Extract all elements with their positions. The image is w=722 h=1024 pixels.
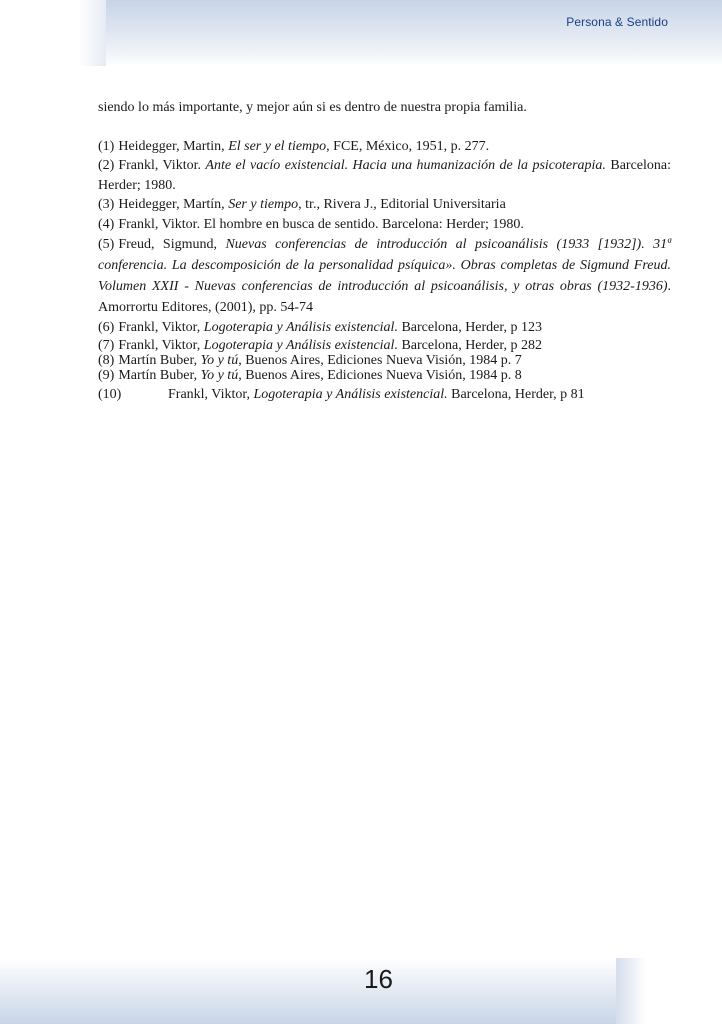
reference-details: Barcelona, Herder, p 123 bbox=[397, 320, 542, 335]
reference-number: (10) bbox=[98, 386, 122, 402]
reference-author: Frankl, Viktor, bbox=[118, 337, 204, 353]
reference-number: (5) bbox=[98, 237, 115, 252]
reference-author: Heidegger, Martin, bbox=[118, 138, 229, 154]
reference-text: Frankl, Viktor. El hombre en busca de sentido. Barcelona: Herder; 1980. bbox=[118, 216, 524, 232]
footer-band bbox=[0, 958, 616, 1024]
reference-7 bbox=[98, 338, 671, 353]
reference-author: Martín Buber, bbox=[118, 367, 201, 383]
reference-number: (4) bbox=[98, 216, 115, 232]
reference-author: Martín Buber, bbox=[118, 352, 201, 368]
reference-number: (1) bbox=[98, 138, 115, 154]
intro-paragraph: siendo lo más importante, y mejor aún si es dentro de nuestra propia familia. bbox=[98, 100, 527, 115]
reference-details: , Buenos Aires, Ediciones Nueva Visión, 1984 p. 7 bbox=[238, 352, 522, 368]
reference-title: Ante el vacío existencial. Hacia una humanización de la psicoterapia. bbox=[205, 158, 606, 173]
running-header-title: Persona & Sentido bbox=[566, 15, 668, 29]
page-content bbox=[98, 98, 671, 404]
reference-1 bbox=[98, 137, 671, 157]
reference-title: Ser y tiempo bbox=[228, 197, 299, 212]
reference-author: Heidegger, Martín, bbox=[118, 197, 229, 212]
reference-title: Logoterapia y Análisis existencial. bbox=[203, 320, 398, 335]
reference-details: Barcelona, Herder, p 81 bbox=[447, 386, 585, 402]
reference-title: Logoterapia y Análisis existencial. bbox=[253, 386, 448, 402]
reference-author: Frankl, Viktor, bbox=[118, 320, 204, 335]
reference-2 bbox=[98, 156, 671, 195]
reference-5 bbox=[98, 234, 671, 318]
reference-10 bbox=[98, 385, 671, 405]
reference-title: Yo y tú bbox=[200, 367, 239, 383]
reference-3 bbox=[98, 195, 671, 215]
reference-6 bbox=[98, 318, 671, 338]
reference-9 bbox=[98, 368, 671, 383]
reference-details: , Buenos Aires, Ediciones Nueva Visión, 1984 p. 8 bbox=[238, 367, 522, 383]
reference-details: . Amorrortu Editores, (2001), pp. 54-74 bbox=[98, 279, 671, 315]
reference-title: Logoterapia y Análisis existencial. bbox=[203, 337, 398, 353]
reference-number: (8) bbox=[98, 352, 115, 368]
reference-number: (6) bbox=[98, 320, 115, 335]
reference-number: (7) bbox=[98, 337, 115, 353]
reference-details: Barcelona, Herder, p 282 bbox=[397, 337, 542, 353]
reference-title: El ser y el tiempo bbox=[228, 138, 327, 154]
reference-8 bbox=[98, 353, 671, 368]
page-number: 16 bbox=[364, 964, 393, 994]
reference-title: Yo y tú bbox=[200, 352, 239, 368]
reference-number: (3) bbox=[98, 197, 115, 212]
reference-author: Frankl, Viktor. bbox=[118, 158, 206, 173]
reference-number: (2) bbox=[98, 158, 115, 173]
reference-author: Freud, Sigmund, bbox=[118, 237, 226, 252]
reference-author: Frankl, Viktor, bbox=[168, 386, 254, 402]
reference-details: Barcelona: Herder; 1980. bbox=[98, 158, 671, 193]
reference-4 bbox=[98, 215, 671, 235]
header-band bbox=[106, 0, 722, 66]
reference-details: , FCE, México, 1951, p. 277. bbox=[326, 138, 490, 154]
reference-title: Nuevas conferencias de introducción al psicoanálisis (1933 [1932]). 31ª conferencia. La descomposición de la personalidad psíquica». Obras completas de Sigmund Freud. Volumen XXII - Nuevas conferencias de introducción al psicoanálisis, y otras obras (1932-1936) bbox=[98, 237, 671, 294]
reference-details: , tr., Rivera J., Editorial Universitaria bbox=[298, 197, 506, 212]
reference-number: (9) bbox=[98, 367, 115, 383]
